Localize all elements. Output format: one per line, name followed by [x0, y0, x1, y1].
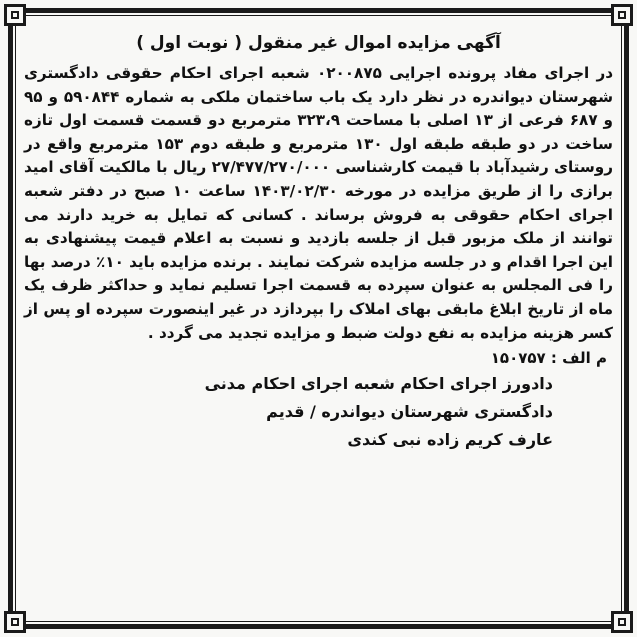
- notice-body: در اجرای مفاد پرونده اجرایی ۰۲۰۰۸۷۵ شعبه اجرای احکام حقوقی دادگستری شهرستان دیواندره در نظر دارد یک باب ساختمان ملکی به شماره ۵۹۰۸۴۴ و ۹۵ و ۶۸۷ فرعی از ۱۳ اصلی با مساحت ۳۲۳،۹ مترمربع دو قسمت قسمت اول تازه ساخت در دو طبقه طبقه اول ۱۳۰ مترمربع و طبقه دوم ۱۵۳ مترمربع واقع در روستای رشیدآباد با قیمت کارشناسی ۲۷/۴۷۷/۲۷۰/۰۰۰ ریال با مالکیت آقای امید برازی را از طریق مزایده در مورخه ۱۴۰۳/۰۲/۳۰ ساعت ۱۰ صبح در دفتر شعبه اجرای احکام حقوقی به فروش برساند . کسانی که تمایل به خرید دارند می توانند از ملک مزبور قبل از جلسه بازدید و نسبت به اعلام قیمت پیشنهادی به این اجرا اقدام و در جلسه مزایده شرکت نمایند . برنده مزایده باید ۱۰٪ درصد بها را فی المجلس به عنوان سپرده به قسمت اجرا تسلیم نماید و حداکثر ظرف یک ماه از تاریخ ابلاغ مابقی بهای املاک را بپردازد در غیر اینصورت سپرده او پس از کسر هزینه مزایده به نفع دولت ضبط و مزایده تجدید می گردد .: [24, 64, 614, 342]
- corner-ornament: [611, 611, 633, 633]
- notice-content: [24, 30, 613, 615]
- reference-number: م الف : ۱۵۰۷۵۷: [490, 349, 607, 368]
- signature-line-3: عارف کریم زاده نبی کندی: [347, 430, 553, 450]
- corner-ornament: [611, 4, 633, 26]
- notice-title: آگهی مزایده اموال غیر منقول ( نوبت اول ): [136, 33, 501, 53]
- signature-line-2: دادگستری شهرستان دیواندره / قدیم: [266, 402, 553, 422]
- signature-line-1: دادورز اجرای احکام شعبه اجرای احکام مدنی: [204, 374, 553, 394]
- corner-ornament: [4, 4, 26, 26]
- corner-ornament: [4, 611, 26, 633]
